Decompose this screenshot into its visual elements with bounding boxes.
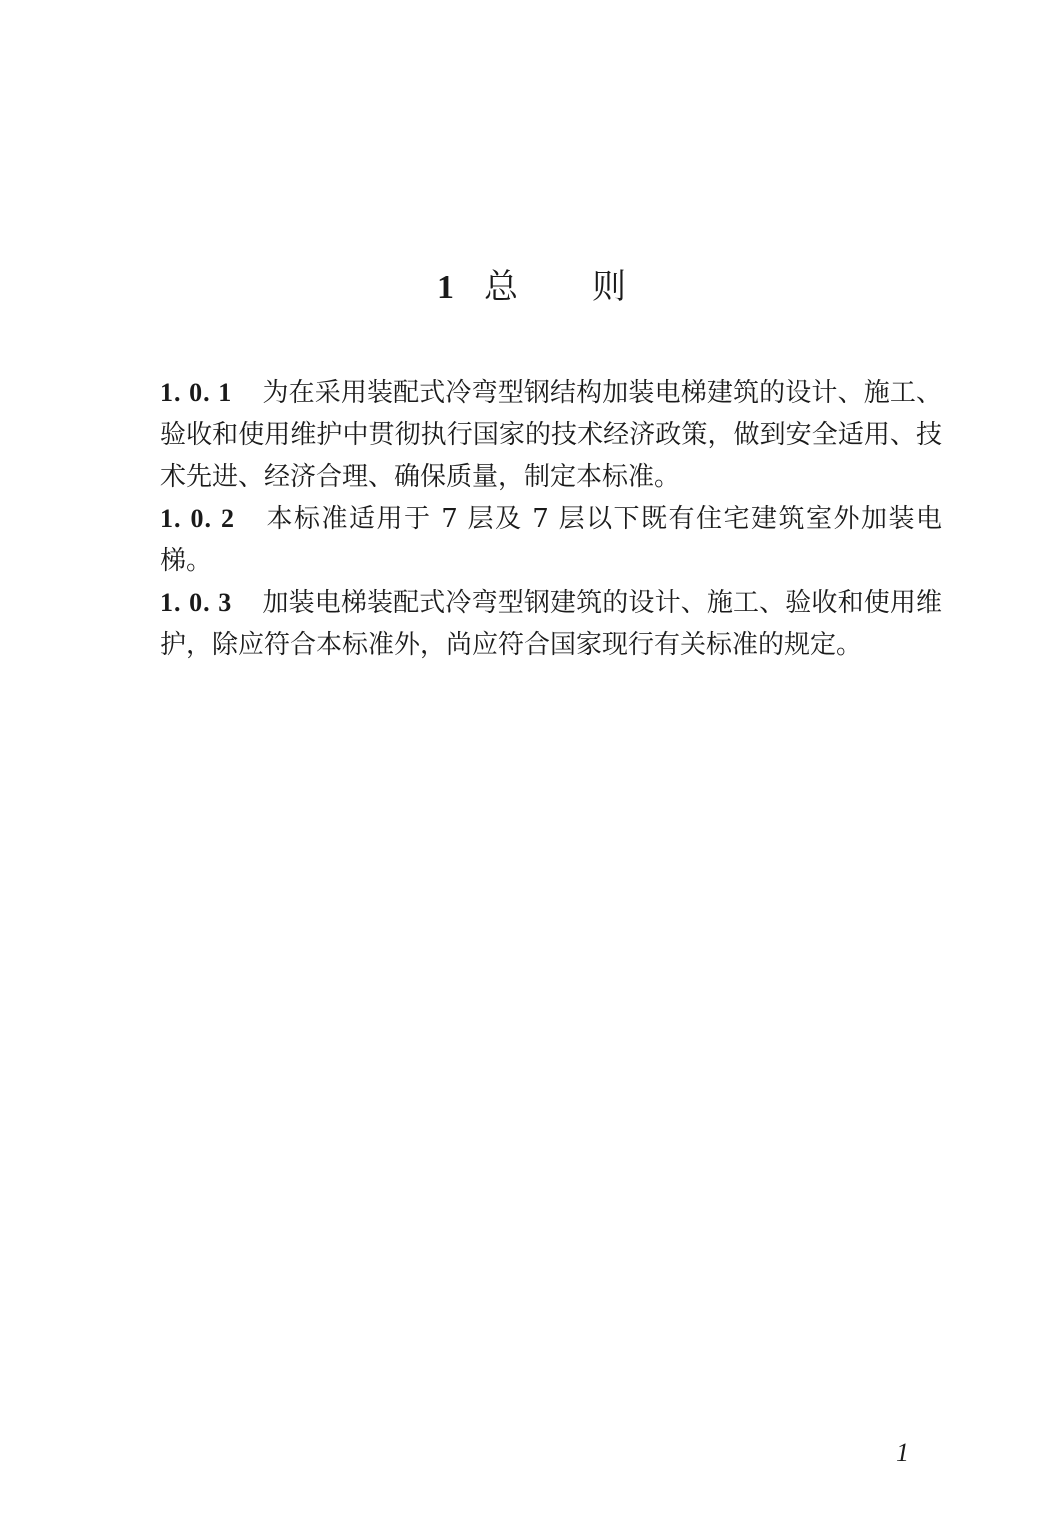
chapter-number: 1 <box>437 269 454 306</box>
clause-number: 1. 0. 2 <box>160 504 235 533</box>
clause-number: 1. 0. 1 <box>160 378 233 407</box>
clause-list <box>160 372 942 666</box>
clause-number: 1. 0. 3 <box>160 588 233 617</box>
chapter-name: 总则 <box>484 267 700 307</box>
chapter-title <box>0 262 1063 313</box>
page-number: 1 <box>896 1438 909 1467</box>
clause-text: 为在采用装配式冷弯型钢结构加装电梯建筑的设计、施工、验收和使用维护中贯彻执行国家的技术经济政策，做到安全适用、技术先进、经济合理、确保质量，制定本标准。 <box>160 378 942 492</box>
clause-text: 本标准适用于 7 层及 7 层以下既有住宅建筑室外加装电梯。 <box>160 504 942 576</box>
clause-text: 加装电梯装配式冷弯型钢建筑的设计、施工、验收和使用维护，除应符合本标准外，尚应符合国家现行有关标准的规定。 <box>160 588 942 660</box>
clause-1-0-2 <box>160 498 942 582</box>
clause-1-0-3 <box>160 582 942 666</box>
clause-1-0-1 <box>160 372 942 498</box>
